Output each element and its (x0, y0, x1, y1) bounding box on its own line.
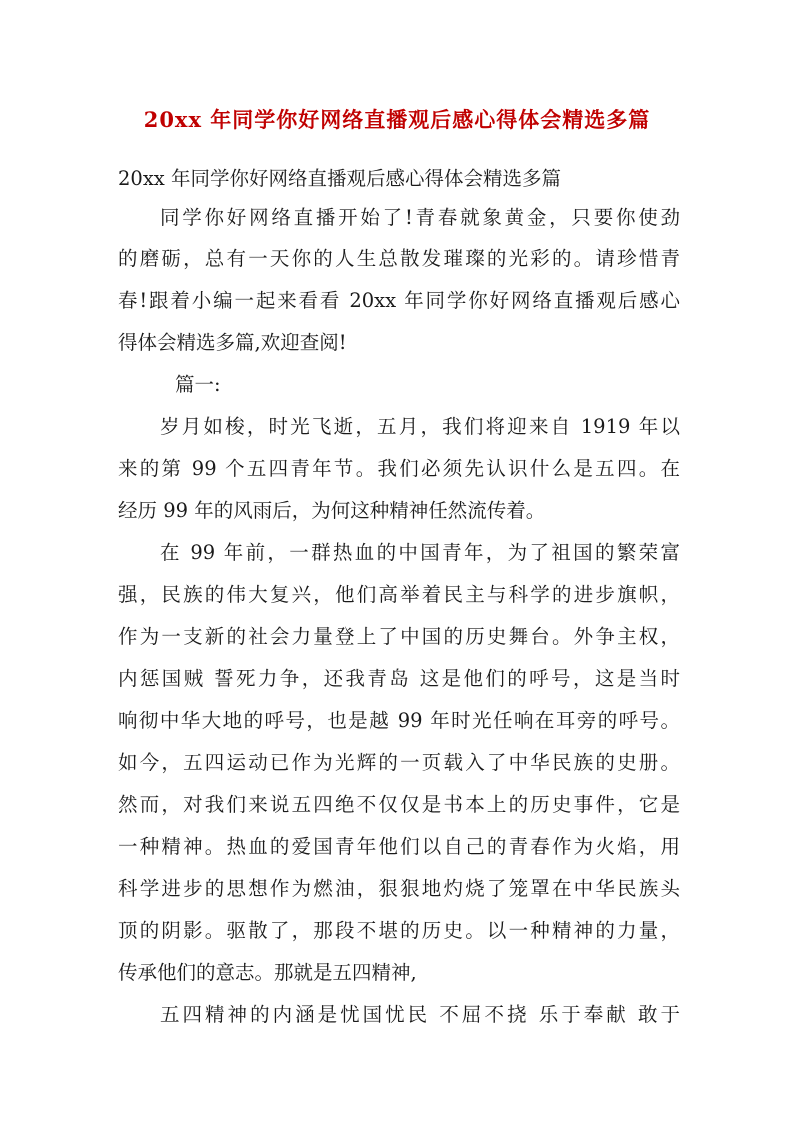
paragraph-line: 在 99 年前，一群热血的中国青年，为了祖国的繁荣富 (160, 541, 680, 564)
intro-line: 得体会精选多篇,欢迎查阅! (118, 331, 347, 354)
intro-line: 春!跟着小编一起来看看 20xx 年同学你好网络直播观后感心 (118, 289, 680, 312)
paragraph-line: 传承他们的意志。那就是五四精神, (118, 961, 417, 984)
paragraph-line: 五四精神的内涵是忧国忧民 不屈不挠 乐于奉献 敢于 (160, 1003, 680, 1026)
paragraph-line: 顶的阴影。驱散了，那段不堪的历史。以一种精神的力量， (118, 919, 680, 942)
intro-line: 同学你好网络直播开始了!青春就象黄金，只要你使劲 (160, 206, 680, 229)
paragraph-line: 来的第 99 个五四青年节。我们必须先认识什么是五四。在 (118, 457, 680, 480)
paragraph-line: 然而，对我们来说五四绝不仅仅是书本上的历史事件，它是 (118, 793, 680, 816)
paragraph-line: 一种精神。热血的爱国青年他们以自己的青春作为火焰，用 (118, 835, 680, 858)
paragraph-line: 如今，五四运动已作为光辉的一页载入了中华民族的史册。 (118, 751, 680, 774)
paragraph-line: 响彻中华大地的呼号，也是越 99 年时光任响在耳旁的呼号。 (118, 709, 680, 732)
paragraph-line: 经历 99 年的风雨后，为何这种精神任然流传着。 (118, 499, 546, 522)
document-subtitle: 20xx 年同学你好网络直播观后感心得体会精选多篇 (118, 167, 562, 190)
paragraph-line: 强，民族的伟大复兴，他们高举着民主与科学的进步旗帜， (118, 583, 680, 606)
section-heading: 篇一: (175, 373, 221, 396)
paragraph-line: 岁月如梭，时光飞逝，五月，我们将迎来自 1919 年以 (160, 415, 680, 438)
document-title: 20xx 年同学你好网络直播观后感心得体会精选多篇 (143, 107, 651, 132)
paragraph-line: 科学进步的思想作为燃油，狠狠地灼烧了笼罩在中华民族头 (118, 877, 680, 900)
paragraph-line: 作为一支新的社会力量登上了中国的历史舞台。外争主权， (118, 625, 680, 648)
paragraph-line: 内惩国贼 誓死力争，还我青岛 这是他们的呼号，这是当时 (118, 667, 680, 690)
intro-line: 的磨砺，总有一天你的人生总散发璀璨的光彩的。请珍惜青 (118, 247, 680, 270)
